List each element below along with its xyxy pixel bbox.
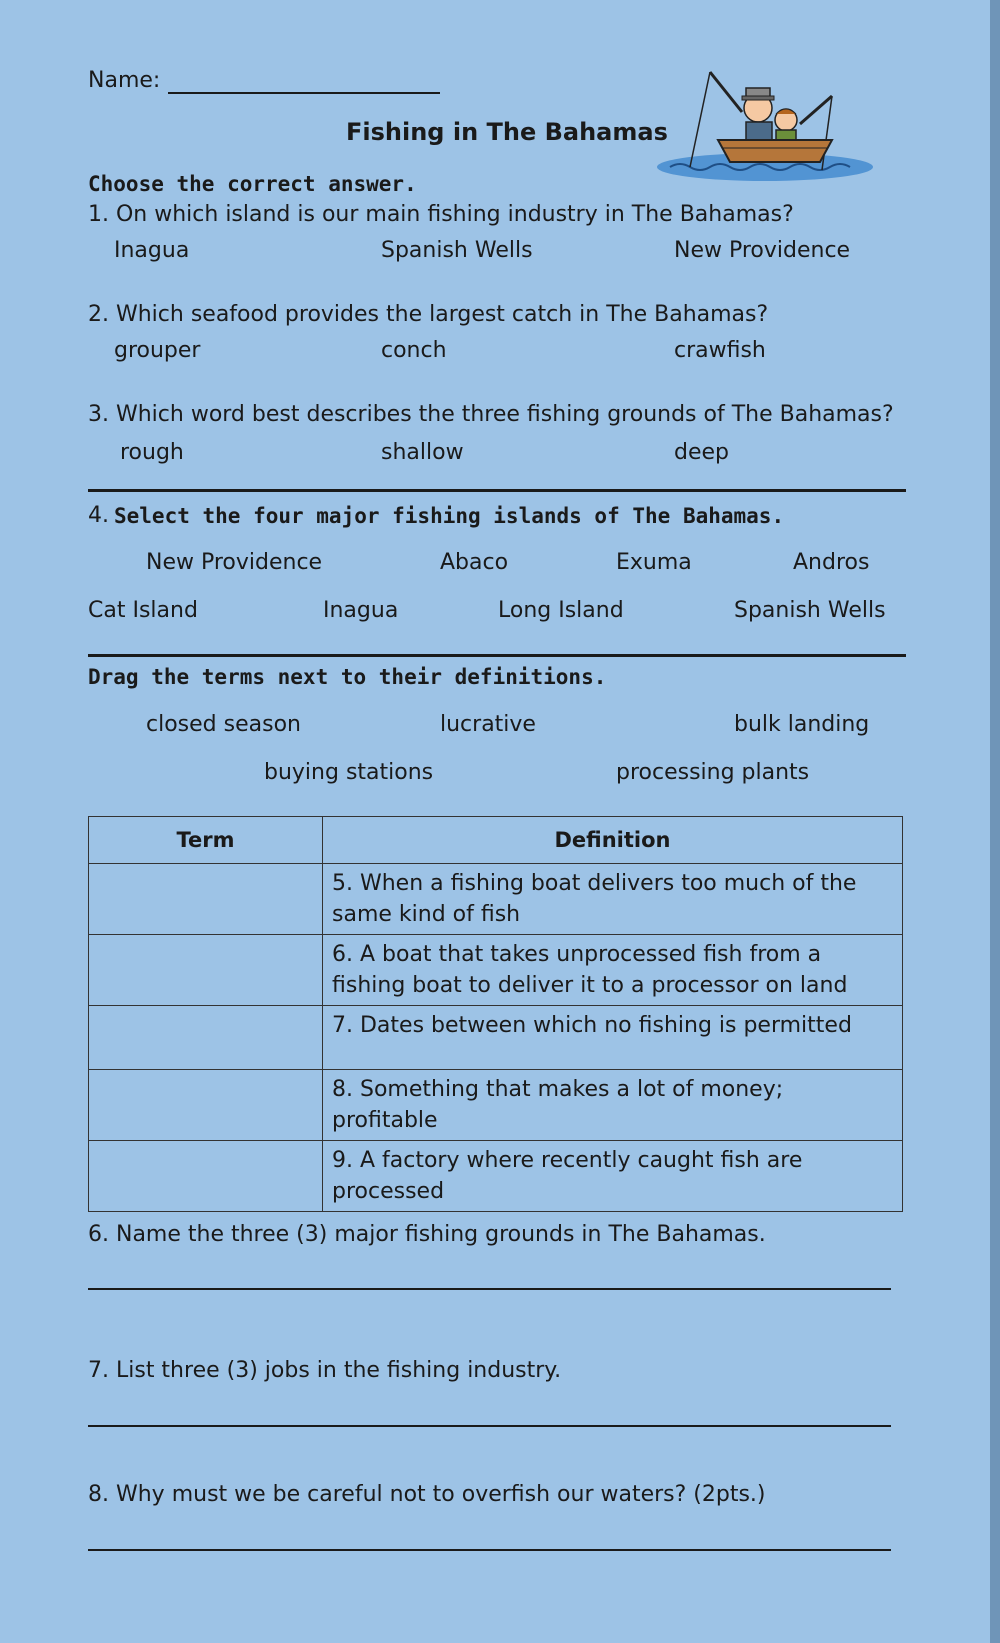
definition-cell: 8. Something that makes a lot of money; profitable — [323, 1070, 903, 1141]
question-2: 2. Which seafood provides the largest catch in The Bahamas? — [88, 302, 769, 327]
term-drop-slot[interactable] — [89, 1070, 323, 1141]
section-divider — [88, 489, 906, 492]
term-drop-slot[interactable] — [89, 1006, 323, 1070]
term-drop-slot[interactable] — [89, 864, 323, 935]
table-row — [89, 935, 903, 1006]
question-7: 7. List three (3) jobs in the fishing industry. — [88, 1358, 562, 1383]
page-title: Fishing in The Bahamas — [346, 118, 668, 146]
answer-line-8[interactable] — [88, 1549, 891, 1551]
question-3: 3. Which word best describes the three fishing grounds of The Bahamas? — [88, 402, 894, 427]
terms-table — [88, 816, 903, 1212]
question-1: 1. On which island is our main fishing industry in The Bahamas? — [88, 202, 794, 227]
answer-line-6[interactable] — [88, 1288, 891, 1290]
question-8: 8. Why must we be careful not to overfish our waters? (2pts.) — [88, 1482, 766, 1507]
table-row — [89, 864, 903, 935]
q2-option-crawfish[interactable]: crawfish — [674, 338, 766, 363]
term-buying-stations[interactable]: buying stations — [264, 760, 434, 785]
island-abaco[interactable]: Abaco — [440, 550, 509, 575]
definition-cell: 7. Dates between which no fishing is permitted — [323, 1006, 903, 1070]
q2-option-grouper[interactable]: grouper — [114, 338, 201, 363]
definition-cell: 9. A factory where recently caught fish are processed — [323, 1141, 903, 1212]
island-spanish-wells[interactable]: Spanish Wells — [734, 598, 886, 623]
q2-option-conch[interactable]: conch — [381, 338, 447, 363]
q1-option-new-providence[interactable]: New Providence — [674, 238, 851, 263]
q3-option-rough[interactable]: rough — [120, 440, 184, 465]
name-label: Name: — [88, 68, 161, 93]
island-long-island[interactable]: Long Island — [498, 598, 624, 623]
term-column-header: Term — [89, 817, 323, 864]
answer-line-7[interactable] — [88, 1425, 891, 1427]
term-processing-plants[interactable]: processing plants — [616, 760, 810, 785]
section1-instruction: Choose the correct answer. — [88, 172, 417, 196]
name-field[interactable] — [168, 92, 440, 94]
island-exuma[interactable]: Exuma — [616, 550, 692, 575]
fishing-rod-icon — [710, 72, 742, 112]
island-inagua[interactable]: Inagua — [323, 598, 399, 623]
question-4-number: 4. — [88, 503, 109, 528]
question-4: Select the four major fishing islands of The Bahamas. — [114, 504, 785, 528]
island-andros[interactable]: Andros — [793, 550, 870, 575]
section-divider — [88, 654, 906, 657]
q3-option-shallow[interactable]: shallow — [381, 440, 464, 465]
q1-option-spanish-wells[interactable]: Spanish Wells — [381, 238, 533, 263]
table-row — [89, 1070, 903, 1141]
definition-column-header: Definition — [323, 817, 903, 864]
term-lucrative[interactable]: lucrative — [440, 712, 536, 737]
island-cat-island[interactable]: Cat Island — [88, 598, 198, 623]
term-drop-slot[interactable] — [89, 935, 323, 1006]
q3-option-deep[interactable]: deep — [674, 440, 729, 465]
page-edge — [990, 0, 1000, 1643]
q1-option-inagua[interactable]: Inagua — [114, 238, 190, 263]
table-header-row — [89, 817, 903, 864]
section3-instruction: Drag the terms next to their definitions. — [88, 665, 607, 689]
term-bulk-landing[interactable]: bulk landing — [734, 712, 870, 737]
table-row — [89, 1141, 903, 1212]
island-new-providence[interactable]: New Providence — [146, 550, 323, 575]
fishing-boat-illustration — [650, 62, 880, 192]
definition-cell: 6. A boat that takes unprocessed fish from a fishing boat to deliver it to a processor on land — [323, 935, 903, 1006]
question-6: 6. Name the three (3) major fishing grounds in The Bahamas. — [88, 1222, 766, 1247]
term-drop-slot[interactable] — [89, 1141, 323, 1212]
definition-cell: 5. When a fishing boat delivers too much of the same kind of fish — [323, 864, 903, 935]
table-row — [89, 1006, 903, 1070]
boat-icon — [718, 140, 832, 162]
term-closed-season[interactable]: closed season — [146, 712, 301, 737]
